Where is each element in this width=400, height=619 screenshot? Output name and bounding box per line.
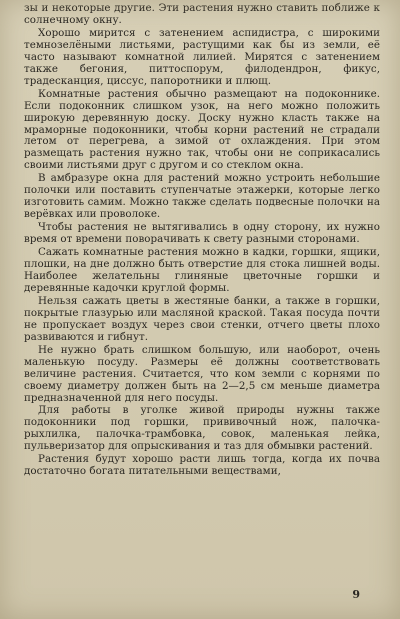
paragraph: Хорошо мирится с затенением аспидистра, с широкими темнозелёными листьями, растущими как бы из земли, её часто называют комнатной лилией. Мирятся с затенением также бегония, питтоспорум, филодендрон, фикус, традесканция, циссус, папоротники и плющ. [24,26,380,87]
paragraph: Комнатные растения обычно размещают на подоконнике. Если подоконник слишком узок, на него можно положить широкую деревянную доску. Доску нужно класть также на мраморные подоконники, чтобы корни растений не страдали летом от перегрева, а зимой от охлаждения. При этом размещать растения нужно так, чтобы они не соприкасались своими листьями друг с другом и со стеклом окна. [24,87,380,172]
page-number: 9 [352,588,360,601]
paragraph: Нельзя сажать цветы в жестяные банки, а также в горшки, покрытые глазурью или масляной краской. Такая посуда почти не пропускает воздух через свои стенки, отчего цветы плохо развиваются и гибнут. [24,294,380,343]
paragraph: Сажать комнатные растения можно в кадки, горшки, ящики, плошки, на дне должно быть отверстие для стока лишней воды. Наиболее желательны глиняные цветочные горшки и деревянные кадочки круглой формы. [24,246,380,294]
paragraph: В амбразуре окна для растений можно устроить небольшие полочки или поставить ступенчатые этажерки, которые легко изготовить самим. Можно также сделать подвесные полочки на верёвках или проволоке. [24,172,380,221]
paragraph: Растения будут хорошо расти лишь тогда, когда их почва достаточно богата питательными веществами, [24,453,380,478]
paragraph: Не нужно брать слишком большую, или наоборот, очень маленькую посуду. Размеры её должны соответствовать величине растения. Считается, что ком земли с корнями по своему диаметру должен быть на 2—2,5 см меньше диаметра предназначенной для него посуды. [24,343,380,404]
paragraph: Для работы в уголке живой природы нужны также подоконники под горшки, прививочный нож, палочка-рыхлилка, палочка-трамбовка, совок, маленькая лейка, пульверизатор для опрыскивания и таз для обмывки растений. [24,404,380,453]
body-text [24,3,380,478]
paragraph: зы и некоторые другие. Эти растения нужно ставить поближе к солнечному окну. [24,2,380,26]
paragraph: Чтобы растения не вытягивались в одну сторону, их нужно время от времени поворачивать к свету разными сторонами. [24,221,380,246]
